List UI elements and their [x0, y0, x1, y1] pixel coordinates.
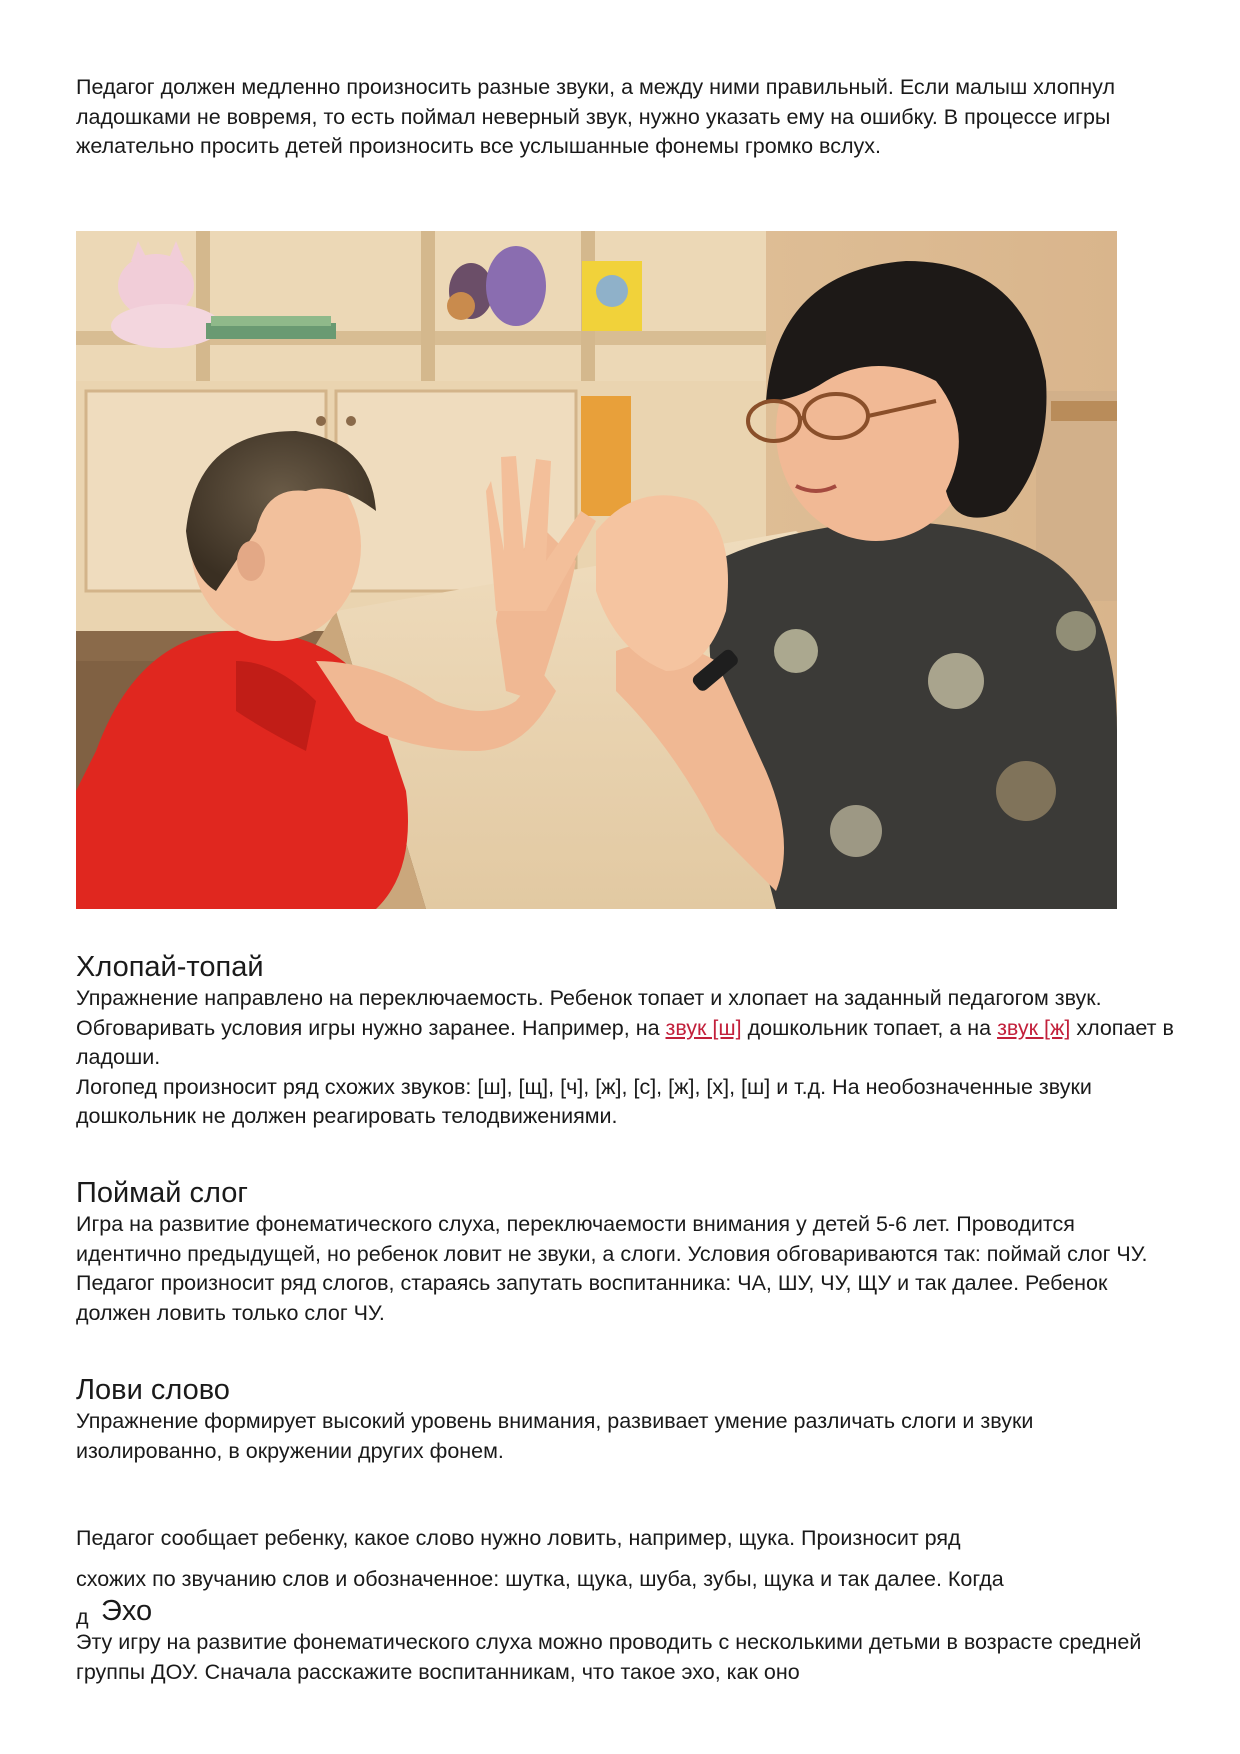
section-paragraph: Упражнение формирует высокий уровень внимания, развивает умение различать слоги и звуки изолированно, в окружении других фонем. — [76, 1409, 1034, 1463]
text-span: Упражнение направлено на переключаемость. Ребенок топает и хлопает на заданный педагогом звук. Обговаривать условия игры нужно заранее. Например, на — [76, 986, 1102, 1040]
section-echo — [76, 1594, 1176, 1687]
photo-clapping-game — [76, 231, 1117, 909]
paragraph-line: Педагог сообщает ребенку, какое слово нужно ловить, например, щука. Произносит ряд — [76, 1526, 961, 1550]
section-paragraph: Эту игру на развитие фонематического слуха можно проводить с несколькими детьми в возрасте средней группы ДОУ. Сначала расскажите воспитанникам, что такое эхо, как оно — [76, 1630, 1142, 1684]
text-span: дошкольник топает, а на — [741, 1015, 998, 1040]
section-title: Лови слово — [76, 1374, 230, 1406]
text-span: хлопает в ладоши. — [76, 1015, 1174, 1069]
intro-paragraph: Педагог должен медленно произносить разные звуки, а между ними правильный. Если малыш хлопнул ладошками не вовремя, то есть поймал неверный звук, нужно указать ему на ошибку. В процессе игры желательно просить детей произносить все услышанные фонемы громко вслух. — [76, 75, 1115, 158]
section-title: Поймай слог — [76, 1177, 248, 1209]
link-sound-zh[interactable]: звук [ж] — [997, 1015, 1071, 1040]
paragraph-fragment: д — [76, 1605, 89, 1629]
section-paragraph — [76, 984, 1176, 1073]
section-title: Хлопай-топай — [76, 951, 264, 983]
intro-section — [76, 73, 1176, 162]
paragraph-line: схожих по звучанию слов и обозначенное: шутка, щука, шуба, зубы, щука и так далее. Когда — [76, 1567, 1004, 1591]
section-clap-stomp — [76, 950, 1176, 1132]
section-title: Эхо — [101, 1595, 153, 1627]
link-sound-sh[interactable]: звук [ш] — [665, 1015, 742, 1040]
section-catch-word — [76, 1373, 1176, 1466]
section-paragraph: Логопед произносит ряд схожих звуков: [ш], [щ], [ч], [ж], [с], [ж], [х], [ш] и т.д. На необозначенные звуки дошкольник не должен реагировать телодвижениями. — [76, 1074, 1092, 1128]
section-paragraph: Игра на развитие фонематического слуха, переключаемости внимания у детей 5-6 лет. Проводится идентично предыдущей, но ребенок ловит не звуки, а слоги. Условия обговариваются так: поймай слог ЧУ. Педагог произносит ряд слогов, стараясь запутать воспитанника: ЧА, ШУ, ЧУ, ЩУ и так далее. Ребенок должен ловить только слог ЧУ. — [76, 1212, 1148, 1325]
section-catch-syllable — [76, 1176, 1176, 1328]
